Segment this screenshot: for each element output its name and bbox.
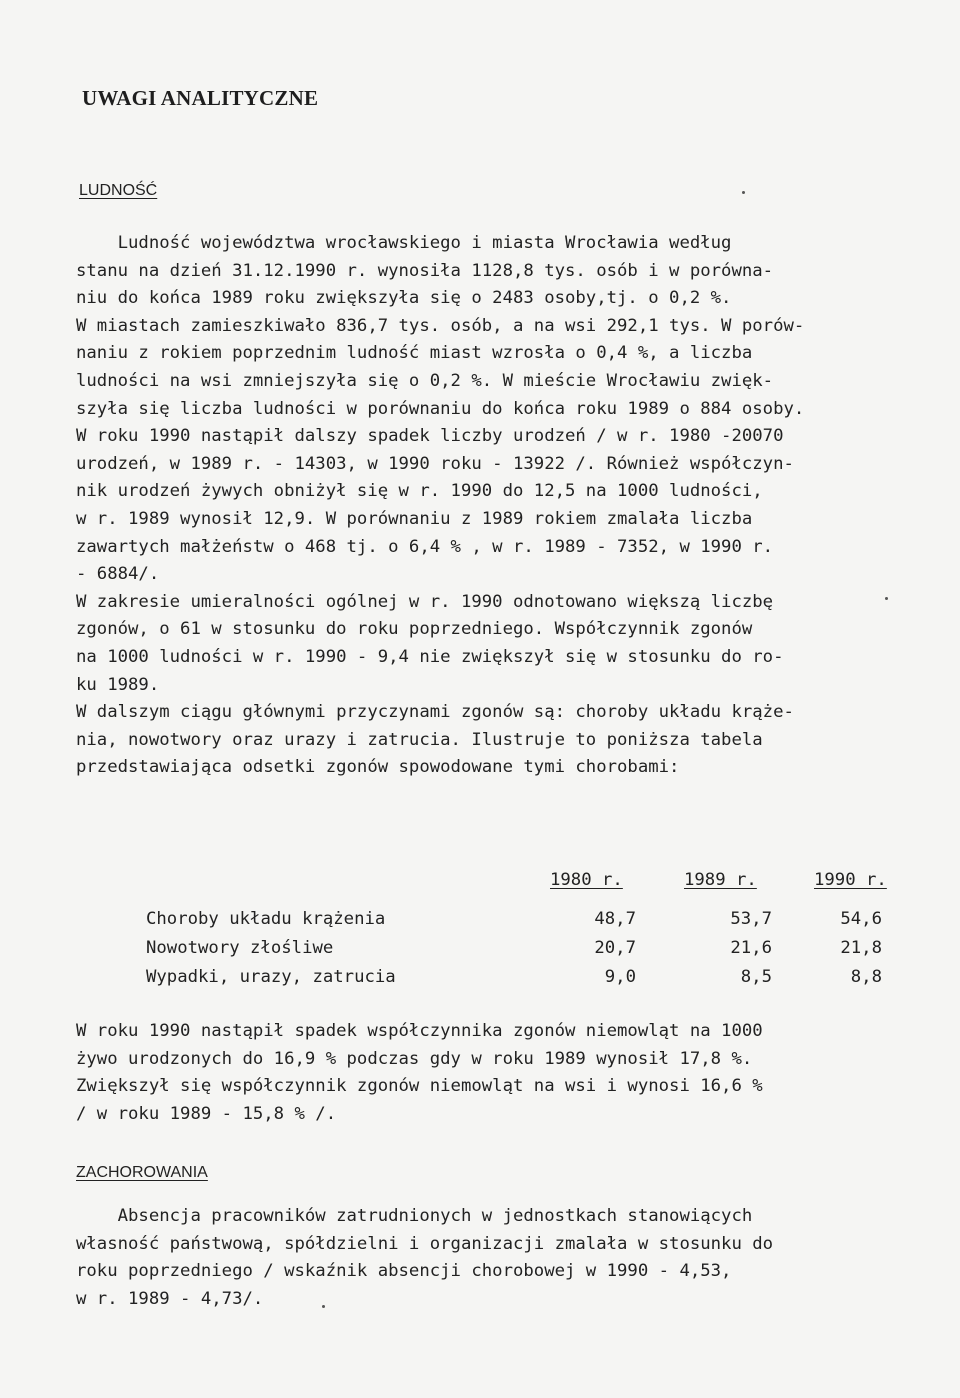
- text-line: roku poprzedniego / wskaźnik absencji chorobowej w 1990 - 4,53,: [76, 1261, 732, 1282]
- row-label: Choroby układu krążenia: [146, 909, 386, 929]
- text-line: / w roku 1989 - 15,8 % /.: [76, 1103, 337, 1124]
- text-line: W roku 1990 nastąpił spadek współczynnika zgonów niemowląt na 1000: [76, 1021, 763, 1041]
- text-line: W roku 1990 nastąpił dalszy spadek liczby urodzeń / w r. 1980 -20070: [76, 426, 784, 447]
- text-line: ludności na wsi zmniejszyła się o 0,2 %. W mieście Wrocławiu zwięk-: [76, 370, 774, 391]
- cell-1990: 54,6: [840, 909, 882, 929]
- text-line: W zakresie umieralności ogólnej w r. 1990 odnotowano większą liczbę: [76, 591, 774, 612]
- table-row: [146, 909, 886, 938]
- paragraph-infant-mortality: [76, 1018, 916, 1128]
- cell-1980: 9,0: [604, 967, 636, 987]
- paragraph-absence: [76, 1203, 916, 1313]
- scan-speck: [742, 191, 745, 194]
- text-line: w r. 1989 - 4,73/.: [76, 1288, 264, 1309]
- scan-speck: [885, 597, 888, 600]
- text-line: Ludność województwa wrocławskiego i miasta Wrocławia według: [76, 233, 732, 253]
- text-line: własność państwową, spółdzielni i organizacji zmalała w stosunku do: [76, 1233, 774, 1254]
- cell-1989: 21,6: [730, 938, 772, 958]
- text-line: Absencja pracowników zatrudnionych w jednostkach stanowiących: [76, 1206, 753, 1226]
- text-line: na 1000 ludności w r. 1990 - 9,4 nie zwiększył się w stosunku do ro-: [76, 646, 784, 667]
- table-row: [146, 938, 886, 967]
- table-header-1990: 1990 r.: [814, 870, 887, 890]
- text-line: zawartych małżeństw o 468 tj. o 6,4 % , w r. 1989 - 7352, w 1990 r.: [76, 536, 774, 557]
- text-line: nia, nowotwory oraz urazy i zatrucia. Ilustruje to poniższa tabela: [76, 729, 763, 750]
- mortality-causes-table: [146, 870, 886, 996]
- text-line: szyła się liczba ludności w porównaniu do końca roku 1989 o 884 osoby.: [76, 398, 805, 419]
- text-line: W dalszym ciągu głównymi przyczynami zgonów są: choroby układu krąże-: [76, 702, 794, 723]
- cell-1990: 8,8: [850, 967, 882, 987]
- text-line: w r. 1989 wynosił 12,9. W porównaniu z 1989 rokiem zmalała liczba: [76, 508, 753, 529]
- table-header-1980: 1980 r.: [550, 870, 623, 890]
- row-label: Wypadki, urazy, zatrucia: [146, 967, 396, 987]
- cell-1989: 8,5: [740, 967, 772, 987]
- document-title: UWAGI ANALITYCZNE: [82, 86, 319, 110]
- cell-1980: 48,7: [594, 909, 636, 929]
- text-line: stanu na dzień 31.12.1990 r. wynosiła 1128,8 tys. osób i w porówna-: [76, 260, 774, 281]
- text-line: Zwiększył się współczynnik zgonów niemowląt na wsi i wynosi 16,6 %: [76, 1076, 763, 1097]
- table-row: [146, 967, 886, 996]
- paragraph-population: [76, 230, 916, 782]
- text-line: żywo urodzonych do 16,9 % podczas gdy w roku 1989 wynosił 17,8 %.: [76, 1048, 753, 1069]
- cell-1990: 21,8: [840, 938, 882, 958]
- cell-1989: 53,7: [730, 909, 772, 929]
- text-line: urodzeń, w 1989 r. - 14303, w 1990 roku - 13922 /. Również współczyn-: [76, 453, 794, 474]
- cell-1980: 20,7: [594, 938, 636, 958]
- table-header-1989: 1989 r.: [684, 870, 757, 890]
- text-line: - 6884/.: [76, 564, 160, 585]
- text-line: nik urodzeń żywych obniżył się w r. 1990 do 12,5 na 1000 ludności,: [76, 481, 763, 502]
- text-line: ku 1989.: [76, 674, 160, 695]
- section-heading-ludnosc: LUDNOŚĆ: [79, 182, 158, 199]
- scan-speck: [322, 1305, 325, 1308]
- section-heading-zachorowania: ZACHOROWANIA: [76, 1164, 208, 1181]
- text-line: zgonów, o 61 w stosunku do roku poprzedniego. Współczynnik zgonów: [76, 619, 753, 640]
- text-line: naniu z rokiem poprzednim ludność miast wzrosła o 0,4 %, a liczba: [76, 343, 753, 364]
- text-line: niu do końca 1989 roku zwiększyła się o 2483 osoby,tj. o 0,2 %.: [76, 288, 732, 309]
- table-header-row: [146, 870, 886, 899]
- text-line: W miastach zamieszkiwało 836,7 tys. osób, a na wsi 292,1 tys. W porów-: [76, 315, 805, 336]
- row-label: Nowotwory złośliwe: [146, 938, 334, 958]
- text-line: przedstawiająca odsetki zgonów spowodowane tymi chorobami:: [76, 757, 680, 778]
